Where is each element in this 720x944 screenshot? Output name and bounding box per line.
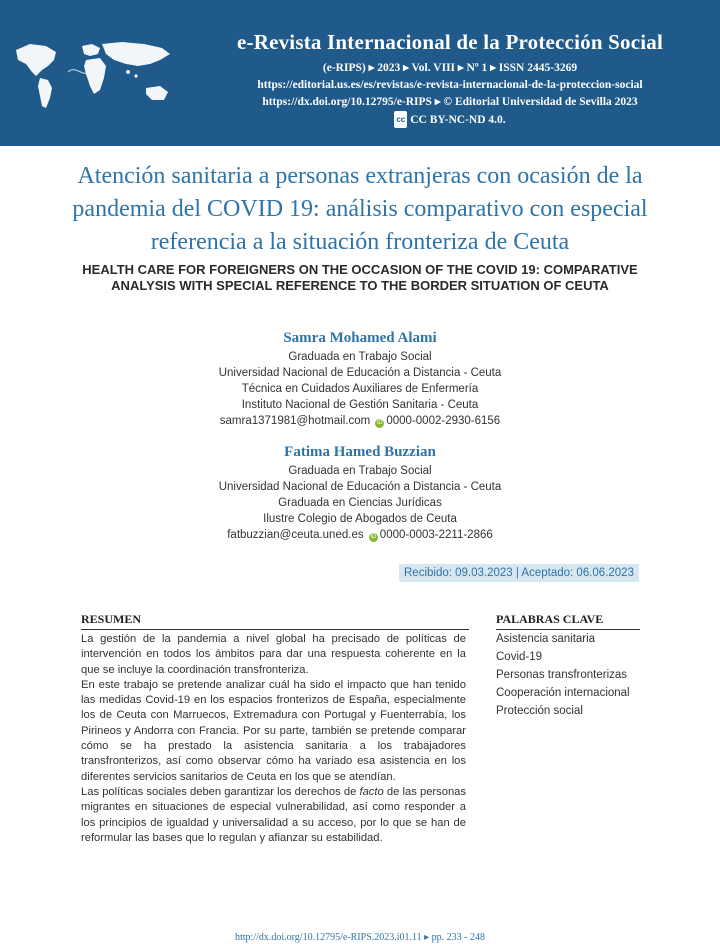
journal-volume-line: (e-RIPS) ▸ 2023 ▸ Vol. VIII ▸ Nº 1 ▸ ISSN 2445-3269	[322, 62, 578, 74]
journal-header	[0, 0, 720, 146]
author-affiliation: Graduada en Trabajo Social	[288, 351, 432, 363]
author-affiliation: Graduada en Trabajo Social	[288, 465, 432, 477]
author-email-link[interactable]: fatbuzzian@ceuta.uned.es	[227, 529, 364, 541]
article-title-english: HEALTH CARE FOR FOREIGNERS ON THE OCCASION OF THE COVID 19: COMPARATIVE ANALYSIS WITH SPECIAL REFERENCE TO THE BORDER SITUATION OF CEUTA	[82, 262, 638, 293]
author-name: Samra Mohamed Alami	[283, 330, 437, 346]
author-block	[160, 441, 560, 543]
author-contact	[160, 413, 560, 429]
abstract-heading: RESUMEN	[81, 612, 469, 630]
license-line	[185, 111, 715, 129]
author-affiliation: Instituto Nacional de Gestión Sanitaria - Ceuta	[241, 399, 479, 411]
abstract-paragraph: Las políticas sociales deben garantizar los derechos de facto de las personas migrantes en situaciones de especial vulnerabilidad, así como responder a los principios de igualdad y universalidad a su acceso, por lo que se han de reformular las bases que lo regulan y afianzar su estabilidad.	[81, 785, 467, 844]
license-text: CC BY-NC-ND 4.0.	[410, 114, 506, 126]
orcid-icon: iD	[370, 534, 377, 540]
abstract-paragraph: En este trabajo se pretende analizar cuál ha sido el impacto que han tenido las medidas Covid-19 en los espacios fronterizos de España, especialmente los de Ceuta con Marruecos, Extremadura con Portugal y Fuenterrabía, los Pirineos y Andorra con Francia. Por su parte, también se pretende comparar cómo se ha prestado la asistencia sanitaria a los trabajadores transfronterizos, así como observar cómo ha variado esa asistencia en los diferentes servicios sanitarios de Ceuta en los que se atendían.	[81, 678, 466, 783]
keyword-item: Cooperación internacional	[496, 687, 630, 699]
abstract-body	[81, 632, 466, 846]
received-accepted-dates: Recibido: 09.03.2023 | Aceptado: 06.06.2023	[399, 564, 639, 582]
keyword-item: Covid-19	[496, 651, 543, 663]
keywords-list	[496, 630, 646, 720]
footer-doi-link[interactable]: http://dx.doi.org/10.12795/e-RIPS.2023.i01.11 ▸ pp. 233 - 248	[234, 932, 486, 943]
author-orcid-link[interactable]: 0000-0003-2211-2866	[379, 529, 493, 541]
cc-license-icon: cc	[394, 111, 407, 128]
abstract-paragraph: La gestión de la pandemia a nivel global ha precisado de políticas de intervención en todos los ámbitos para dar una respuesta coherente en la que se incluye la coordinación transfronteriza.	[81, 633, 466, 676]
journal-title: e-Revista Internacional de la Protección Social	[236, 30, 664, 54]
author-affiliation: Graduada en Ciencias Jurídicas	[278, 497, 442, 509]
world-map-icon	[10, 36, 180, 116]
author-affiliation: Ilustre Colegio de Abogados de Ceuta	[263, 513, 457, 525]
author-affiliation: Universidad Nacional de Educación a Distancia - Ceuta	[218, 367, 502, 379]
keyword-item: Protección social	[496, 705, 583, 717]
author-contact	[160, 527, 560, 543]
orcid-icon: iD	[377, 420, 383, 426]
keyword-item: Asistencia sanitaria	[496, 633, 596, 645]
journal-url-link[interactable]: https://editorial.us.es/es/revistas/e-revista-internacional-de-la-proteccion-social	[257, 79, 643, 91]
author-email-link[interactable]: samra1371981@hotmail.com	[219, 415, 371, 427]
keyword-item: Personas transfronterizas	[496, 669, 628, 681]
author-block	[160, 327, 560, 429]
author-name: Fatima Hamed Buzzian	[284, 444, 436, 460]
author-orcid-link[interactable]: 0000-0002-2930-6156	[386, 415, 501, 427]
article-title-spanish: Atención sanitaria a personas extranjeras con ocasión de la pandemia del COVID 19: análisis comparativo con especial referencia a la situación fronteriza de Ceuta	[72, 163, 648, 255]
author-affiliation: Técnica en Cuidados Auxiliares de Enfermería	[241, 383, 479, 395]
keywords-heading: PALABRAS CLAVE	[496, 612, 640, 630]
journal-doi-line[interactable]: https://dx.doi.org/10.12795/e-RIPS ▸ © Editorial Universidad de Sevilla 2023	[262, 96, 638, 108]
author-affiliation: Universidad Nacional de Educación a Distancia - Ceuta	[218, 481, 502, 493]
